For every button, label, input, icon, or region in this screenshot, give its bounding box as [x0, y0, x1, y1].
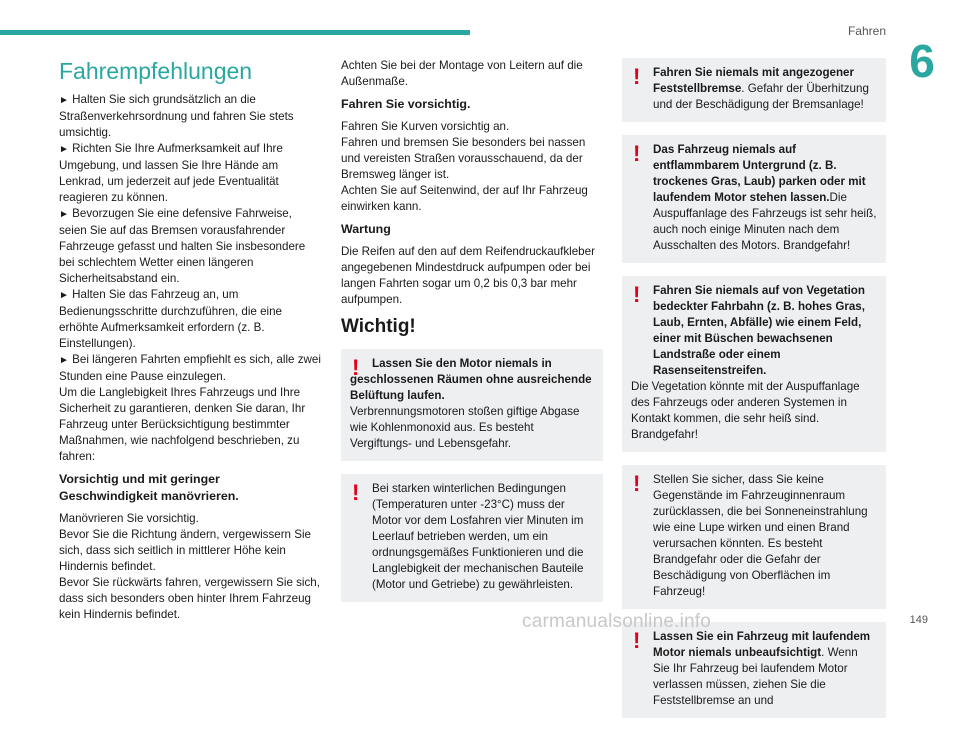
arrow-icon: ►	[59, 209, 69, 220]
heading-maintenance: Wartung	[341, 222, 391, 236]
section-title: Fahren	[847, 24, 886, 38]
column-1	[59, 58, 321, 623]
maintenance-text: Die Reifen auf den auf dem Reifendruckaufkleber angegebenen Mindestdruck aufpumpen oder bei langen Fahrten sogar um 0,2 bis 0,3 bar mehr aufpumpen.	[341, 245, 595, 306]
warning-box	[622, 135, 886, 263]
warning-bold: Fahren Sie niemals mit angezogener Feststellbremse	[653, 66, 855, 95]
closing-text: Um die Langlebigkeit Ihres Fahrzeugs und Ihre Sicherheit zu garantieren, denken Sie daran, Ihr Fahrzeug unter Berücksichtigung bestimmter Maßnahmen, wie nachfolgend beschrieben, zu fahren:	[59, 386, 306, 463]
bullet-2: ► Richten Sie Ihre Aufmerksamkeit auf Ihre Umgebung, und lassen Sie Ihre Hände am Lenkrad, um jederzeit auf jede Eventualität reagieren zu können.	[59, 142, 283, 204]
bullet-4: ► Halten Sie das Fahrzeug an, um Bedienungsschritte durchzuführen, die eine erhöhte Aufmerksamkeit erfordern (z. B. Einstellungen).	[59, 288, 283, 350]
warning-box	[341, 474, 603, 602]
ladder-note: Achten Sie bei der Montage von Leitern auf die Außenmaße.	[341, 59, 583, 88]
slow-line-1: Manövrieren Sie vorsichtig.	[59, 512, 199, 525]
warning-bold: Lassen Sie ein Fahrzeug mit laufendem Motor niemals unbeaufsichtigt	[653, 630, 871, 659]
header-accent-bar	[0, 30, 470, 35]
warning-icon: !	[633, 141, 641, 166]
warning-icon: !	[633, 628, 641, 653]
heading-slow-maneuver: Vorsichtig und mit geringer Geschwindigkeit manövrieren.	[59, 472, 239, 503]
page-title: Fahrempfehlungen	[59, 58, 253, 84]
warning-box	[622, 276, 886, 452]
warning-icon: !	[633, 282, 641, 307]
warning-box	[622, 58, 886, 122]
warning-text: Verbrennungsmotoren stoßen giftige Abgase wie Kohlenmonoxid aus. Es besteht Vergiftungs- und Lebensgefahr.	[350, 405, 580, 450]
bullet-3: ► Bevorzugen Sie eine defensive Fahrweise, seien Sie auf das Bremsen vorausfahrender Fahrzeuge gefasst und halten Sie insbesondere bei schlechtem Wetter einen längeren Sicherheitsabstand ein.	[59, 207, 306, 285]
heading-important: Wichtig!	[341, 316, 416, 337]
watermark: carmanualsonline.info	[522, 611, 712, 632]
warning-text: Die Vegetation könnte mit der Auspuffanlage des Fahrzeugs oder anderen Systemen in Kontakt kommen, die sehr heiß sind. Brandgefahr!	[631, 380, 860, 441]
warning-bold: Fahren Sie niemals auf von Vegetation bedeckter Fahrbahn (z. B. hohes Gras, Laub, Ernten, Abfälle) wie einem Feld, einer mit Büschen bewachsenen Landstraße oder einem Rasenseitenstreifen.	[653, 284, 865, 377]
careful-line-3: Achten Sie auf Seitenwind, der auf Ihr Fahrzeug einwirken kann.	[341, 184, 588, 213]
warning-text: Bei starken winterlichen Bedingungen (Temperaturen unter -23°C) muss der Motor vor dem Losfahren vier Minuten im Leerlauf betrieben werden, um ein ordnungsgemäßes Funktionieren und die Langlebigkeit der mechanischen Bauteile (Motor und Getriebe) zu gewährleisten.	[372, 482, 584, 591]
arrow-icon: ►	[59, 355, 69, 366]
arrow-icon: ►	[59, 144, 69, 155]
warning-text: . Gefahr der Überhitzung und der Beschädigung der Bremsanlage!	[653, 82, 869, 111]
warning-icon: !	[633, 64, 641, 89]
warning-icon: !	[633, 471, 641, 496]
warning-icon: !	[352, 480, 360, 505]
bullet-5: ► Bei längeren Fahrten empfiehlt es sich, alle zwei Stunden eine Pause einzulegen.	[59, 353, 321, 383]
warning-bold: Das Fahrzeug niemals auf entflammbarem Untergrund (z. B. trockenes Gras, Laub) parken oder mit laufendem Motor stehen lassen.	[653, 143, 866, 204]
arrow-icon: ►	[59, 290, 69, 301]
careful-line-1: Fahren Sie Kurven vorsichtig an.	[341, 120, 510, 133]
warning-text: . Wenn Sie Ihr Fahrzeug bei laufendem Motor verlassen müssen, ziehen Sie die Feststellbremse an und	[653, 646, 858, 707]
slow-line-2: Bevor Sie die Richtung ändern, vergewissern Sie sich, dass sich seitlich in mittlerer Höhe kein Hindernis befindet.	[59, 528, 311, 573]
chapter-number: 6	[909, 35, 935, 87]
slow-line-3: Bevor Sie rückwärts fahren, vergewissern Sie sich, dass sich besonders oben hinter Ihrem Fahrzeug kein Hindernis befindet.	[59, 576, 320, 621]
warning-box	[622, 622, 886, 718]
bullet-1: ► Halten Sie sich grundsätzlich an die Straßenverkehrsordnung und fahren Sie stets umsichtig.	[59, 93, 294, 139]
warning-text: Die Auspuffanlage des Fahrzeugs ist sehr heiß, auch noch einige Minuten nach dem Ausschalten des Motors. Brandgefahr!	[653, 191, 877, 252]
warning-box	[622, 465, 886, 609]
careful-line-2: Fahren und bremsen Sie besonders bei nassen und vereisten Straßen vorausschauend, da der Bremsweg länger ist.	[341, 136, 586, 181]
heading-drive-careful: Fahren Sie vorsichtig.	[341, 97, 471, 111]
column-2	[341, 58, 603, 615]
warning-bold: Lassen Sie den Motor niemals in geschlossenen Räumen ohne ausreichende Belüftung laufen.	[350, 357, 592, 402]
warning-text: Stellen Sie sicher, dass Sie keine Gegenstände im Fahrzeuginnenraum zurücklassen, die bei Sonneneinstrahlung wie eine Lupe wirken und einen Brand verursachen könnten. Es besteht Brandgefahr oder die Gefahr der Beschädigung von Oberflächen im Fahrzeug!	[653, 473, 868, 598]
arrow-icon: ►	[59, 95, 69, 106]
page-number: 149	[909, 614, 928, 626]
warning-box	[341, 349, 603, 461]
warning-icon: !	[352, 355, 360, 380]
